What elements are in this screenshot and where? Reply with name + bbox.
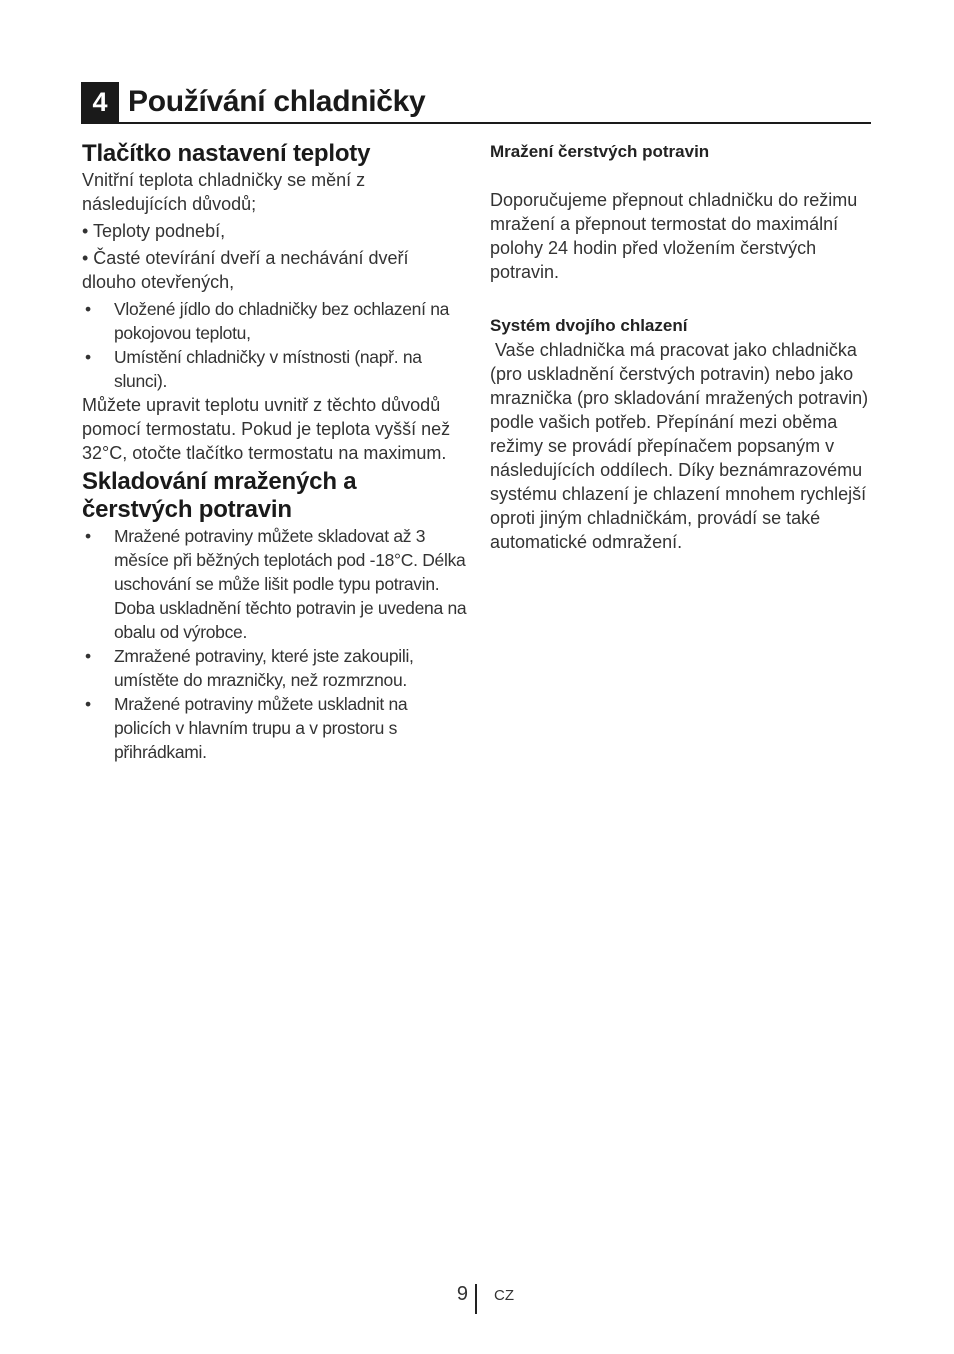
- freezing-text: Doporučujeme přepnout chladničku do režimu mražení a přepnout termostat do maximální polohy 24 hodin před vložením čerstvých potravin.: [490, 190, 858, 282]
- chapter-header: [81, 82, 871, 124]
- storage-bullet-list: [82, 524, 467, 764]
- dual-cooling-text: Vaše chladnička má pracovat jako chladnička (pro uskladnění čerstvých potravin) nebo jako mraznička (pro skladování mražených potravin) podle vašich potřeb. Přepínání mezi oběma režimy se provádí přepínačem popsaným v následujících oddílech. Díky beznámrazovému systému chlazení je chlazení mnohem rychlejší oproti jiným chladničkám, provádí se také automatické odmražení.: [490, 340, 874, 552]
- list-item: • Umístění chladničky v místnosti (např. na slunci).: [82, 345, 467, 393]
- language-code: CZ: [494, 1287, 514, 1304]
- list-item: • Mražené potraviny můžete uskladnit na policích v hlavním trupu a v prostoru s přihrádkami.: [82, 692, 467, 764]
- section-heading-dual-cooling: Systém dvojího chlazení: [490, 316, 688, 335]
- section-heading-temperature: Tlačítko nastavení teploty: [82, 140, 371, 167]
- reason-door-opening: • Časté otevírání dveří a nechávání dveří dlouho otevřených,: [82, 248, 409, 292]
- reason-climate: • Teploty podnebí,: [82, 221, 226, 241]
- temperature-bullet-list: [82, 297, 467, 393]
- right-column: [490, 140, 875, 554]
- list-item: • Zmražené potraviny, které jste zakoupili, umístěte do mrazničky, než rozmrznou.: [82, 644, 467, 692]
- section-heading-freezing: Mražení čerstvých potravin: [490, 142, 710, 161]
- temperature-intro: Vnitřní teplota chladničky se mění z následujících důvodů;: [82, 170, 366, 214]
- list-item: • Vložené jídlo do chladničky bez ochlazení na pokojovou teplotu,: [82, 297, 467, 345]
- footer-divider: [475, 1284, 477, 1314]
- chapter-title: Používání chladničky: [128, 85, 426, 118]
- temperature-outro: Můžete upravit teplotu uvnitř z těchto důvodů pomocí termostatu. Pokud je teplota vyšší než 32°C, otočte tlačítko termostatu na maximum.: [82, 395, 451, 463]
- list-item: • Mražené potraviny můžete skladovat až 3 měsíce při běžných teplotách pod -18°C. Délka uschování se může lišit podle typu potravin. Doba uskladnění těchto potravin je uvedena na obalu od výrobce.: [82, 524, 467, 644]
- page-number: 9: [456, 1283, 468, 1305]
- chapter-number-badge: 4: [81, 82, 119, 122]
- section-heading-storage: Skladování mražených a čerstvých potravin: [82, 468, 357, 523]
- left-column: [82, 140, 467, 764]
